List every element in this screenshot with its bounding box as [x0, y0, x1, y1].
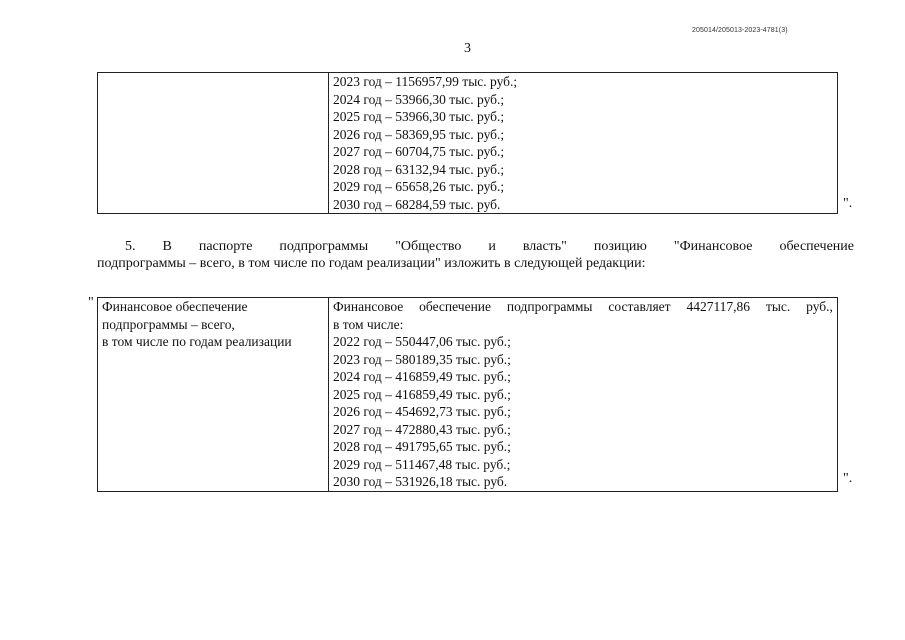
paragraph-5-line-1	[97, 238, 854, 255]
year-financing-line: 2027 год – 472880,43 тыс. руб.;	[333, 421, 511, 437]
page-number: 3	[464, 41, 471, 56]
intro-word: 4427117,86	[686, 299, 751, 314]
intro-word: составляет	[608, 299, 671, 314]
year-financing-line: 2030 год – 68284,59 тыс. руб.	[333, 196, 501, 212]
intro-word: обеспечение	[419, 299, 492, 314]
year-financing-line: 2023 год – 1156957,99 тыс. руб.;	[333, 74, 518, 89]
paragraph-word: власть"	[522, 239, 567, 254]
year-financing-line: 2029 год – 65658,26 тыс. руб.;	[333, 179, 505, 194]
table1-closing-quote: ".	[843, 196, 853, 211]
paragraph-5	[97, 238, 854, 272]
year-financing-line: 2026 год – 454692,73 тыс. руб.;	[333, 404, 511, 419]
intro-word: подпрограммы	[506, 299, 593, 314]
year-financing-line: 2025 год – 53966,30 тыс. руб.;	[333, 109, 505, 124]
year-financing-line: 2024 год – 53966,30 тыс. руб.;	[333, 91, 505, 107]
paragraph-word: "Общество	[395, 239, 462, 254]
paragraph-word: и	[488, 239, 496, 254]
paragraph-5-line-2: подпрограммы – всего, в том числе по годам реализации" изложить в следующей редакции:	[97, 256, 646, 271]
table2-left-cell	[98, 298, 329, 492]
position-name-line: в том числе по годам реализации	[102, 334, 292, 349]
table2-intro-line-2: в том числе:	[333, 316, 404, 332]
table2-intro-line-1	[333, 298, 833, 316]
paragraph-word: 5.	[125, 239, 136, 254]
paragraph-word: "Финансовое	[673, 239, 753, 254]
intro-word: тыс.	[765, 299, 791, 314]
paragraph-word: позицию	[593, 239, 647, 254]
table1-right-cell	[329, 73, 838, 214]
paragraph-word: подпрограммы	[279, 239, 369, 254]
financing-table	[97, 297, 838, 492]
table1-left-cell	[98, 73, 329, 214]
year-financing-line: 2028 год – 491795,65 тыс. руб.;	[333, 439, 511, 454]
year-financing-line: 2025 год – 416859,49 тыс. руб.;	[333, 386, 511, 402]
year-financing-line: 2029 год – 511467,48 тыс. руб.;	[333, 456, 511, 472]
year-financing-line: 2024 год – 416859,49 тыс. руб.;	[333, 369, 511, 384]
table2-left-lines	[102, 298, 324, 351]
financing-table-continued	[97, 72, 838, 214]
year-financing-line: 2022 год – 550447,06 тыс. руб.;	[333, 334, 511, 349]
year-financing-line: 2026 год – 58369,95 тыс. руб.;	[333, 126, 505, 142]
year-financing-line: 2028 год – 63132,94 тыс. руб.;	[333, 161, 505, 177]
table1-lines	[333, 73, 833, 213]
intro-word: Финансовое	[333, 299, 404, 314]
position-name-line: Финансовое обеспечение	[102, 299, 248, 314]
document-id: 205014/205013-2023-4781(3)	[692, 27, 788, 34]
year-financing-line: 2030 год – 531926,18 тыс. руб.	[333, 474, 508, 489]
year-financing-line: 2027 год – 60704,75 тыс. руб.;	[333, 144, 505, 159]
table2-closing-quote: ".	[843, 471, 853, 486]
intro-word: руб.,	[806, 299, 833, 314]
table2-opening-quote: "	[88, 295, 94, 310]
paragraph-word: обеспечение	[779, 239, 854, 254]
table2-lines	[333, 333, 833, 491]
year-financing-line: 2023 год – 580189,35 тыс. руб.;	[333, 351, 511, 367]
position-name-line: подпрограммы – всего,	[102, 316, 235, 332]
paragraph-word: паспорте	[198, 239, 253, 254]
paragraph-word: В	[162, 239, 172, 254]
table2-right-cell	[329, 298, 838, 492]
